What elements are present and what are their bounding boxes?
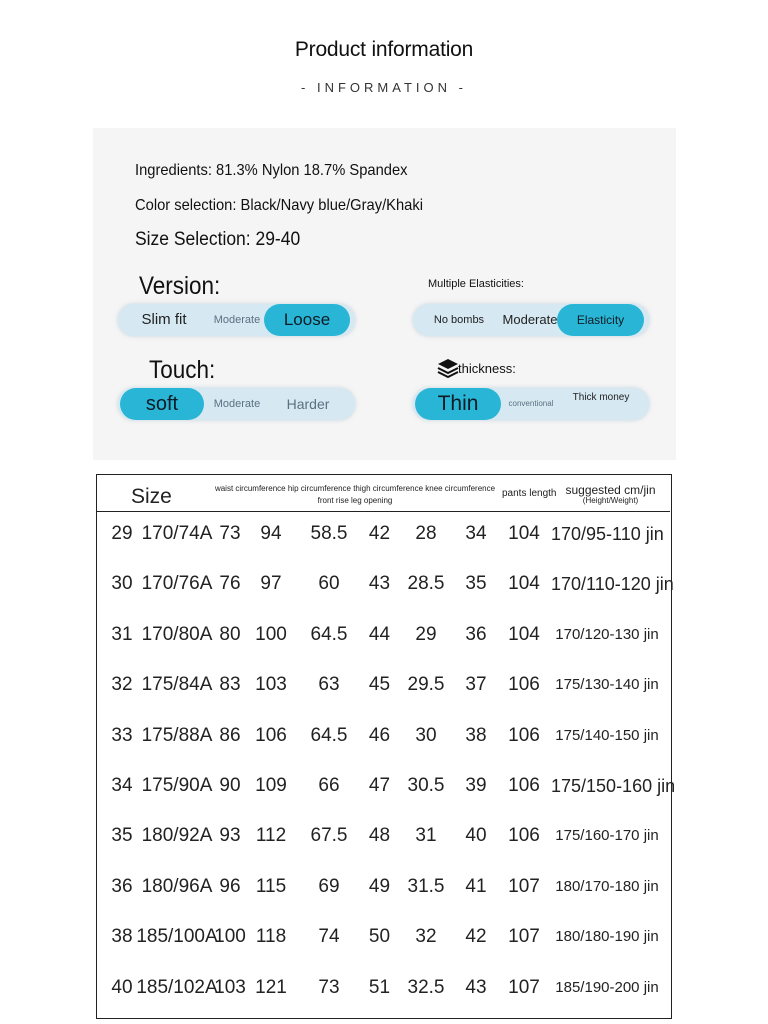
table-row	[97, 509, 670, 559]
cell-waist: 100	[214, 926, 246, 948]
cell-rise: 30.5	[407, 775, 445, 796]
cell-spec: 175/84A	[141, 674, 213, 696]
touch-label: Touch:	[149, 356, 216, 384]
cell-spec: 170/76A	[141, 573, 213, 595]
header-size: Size	[131, 485, 172, 508]
cell-length: 106	[508, 825, 540, 847]
thickness-option-thick-money[interactable]: Thick money	[572, 392, 630, 403]
size-selection-text: Size Selection: 29-40	[135, 229, 301, 250]
cell-rise: 29	[415, 623, 437, 645]
cell-hip: 103	[255, 674, 287, 696]
cell-knee: 49	[368, 875, 391, 897]
version-option-moderate[interactable]: Moderate	[213, 314, 261, 326]
cell-knee: 46	[368, 724, 391, 746]
cell-knee: 44	[368, 623, 391, 645]
thickness-option-conventional[interactable]: conventional	[508, 399, 554, 408]
cell-waist: 76	[219, 573, 241, 595]
layers-icon	[437, 358, 459, 378]
cell-spec: 185/102A	[136, 976, 218, 998]
page-subtitle: - INFORMATION -	[301, 80, 467, 95]
cell-waist: 93	[219, 825, 241, 847]
cell-knee: 50	[368, 926, 391, 948]
cell-spec: 180/92A	[141, 825, 213, 847]
cell-leg: 38	[465, 724, 487, 746]
size-table-header	[97, 475, 670, 512]
cell-knee: 42	[368, 523, 391, 544]
cell-hip: 112	[255, 825, 287, 847]
cell-hip: 118	[255, 926, 287, 948]
cell-thigh: 64.5	[310, 724, 348, 746]
cell-thigh: 60	[318, 573, 340, 595]
cell-suggested: 170/95-110 jin	[551, 524, 664, 544]
cell-hip: 121	[255, 976, 287, 998]
cell-thigh: 64.5	[310, 623, 348, 645]
header-suggested: suggested cm/jin	[565, 483, 656, 497]
cell-leg: 37	[465, 674, 487, 696]
cell-size: 40	[111, 976, 133, 998]
cell-waist: 103	[214, 976, 246, 998]
cell-hip: 109	[255, 775, 287, 796]
elasticity-option-no-bombs[interactable]: No bombs	[433, 314, 485, 326]
table-row	[97, 963, 670, 1013]
cell-knee: 47	[368, 775, 391, 796]
cell-suggested: 175/140-150 jin	[555, 726, 659, 744]
cell-spec: 170/80A	[141, 623, 213, 645]
table-row	[97, 711, 670, 761]
cell-leg: 40	[465, 825, 487, 847]
touch-option-soft[interactable]: soft	[120, 388, 204, 420]
cell-length: 107	[508, 976, 540, 998]
cell-rise: 30	[415, 724, 437, 746]
touch-option-moderate[interactable]: Moderate	[213, 398, 261, 410]
thickness-selector	[413, 388, 649, 420]
touch-selector	[118, 388, 355, 420]
cell-knee: 51	[368, 976, 391, 998]
cell-rise: 28	[415, 523, 437, 544]
page-title: Product information	[294, 38, 474, 61]
header-suggested-sub: (Height/Weight)	[582, 496, 639, 505]
cell-size: 34	[111, 775, 133, 796]
cell-suggested: 175/150-160 jin	[551, 776, 676, 796]
cell-thigh: 74	[318, 926, 340, 948]
cell-suggested: 180/170-180 jin	[555, 877, 659, 895]
table-row	[97, 862, 670, 912]
cell-suggested: 180/180-190 jin	[555, 928, 659, 946]
cell-waist: 80	[219, 623, 241, 645]
size-table	[96, 474, 676, 1019]
cell-leg: 39	[465, 775, 487, 796]
cell-hip: 97	[260, 573, 282, 595]
cell-length: 104	[508, 573, 540, 595]
cell-rise: 32.5	[407, 976, 445, 998]
cell-rise: 28.5	[407, 573, 445, 595]
cell-leg: 35	[465, 573, 487, 595]
cell-knee: 48	[368, 825, 391, 847]
cell-size: 31	[111, 623, 133, 645]
cell-thigh: 67.5	[310, 825, 348, 847]
cell-rise: 31.5	[407, 875, 445, 897]
cell-waist: 96	[219, 875, 241, 897]
elasticity-selector	[413, 304, 649, 336]
table-row	[97, 811, 670, 861]
cell-spec: 180/96A	[141, 875, 213, 897]
cell-length: 104	[508, 523, 540, 544]
cell-length: 106	[508, 674, 540, 696]
cell-spec: 175/88A	[141, 724, 213, 746]
elasticity-option-moderate[interactable]: Moderate	[502, 312, 558, 327]
cell-thigh: 66	[318, 775, 340, 796]
cell-thigh: 73	[318, 976, 340, 998]
cell-size: 36	[111, 875, 133, 897]
cell-leg: 34	[465, 523, 487, 544]
cell-knee: 45	[368, 674, 391, 696]
cell-thigh: 63	[318, 674, 340, 696]
thickness-option-thin[interactable]: Thin	[415, 388, 501, 420]
thickness-label: thickness:	[458, 361, 516, 376]
cell-size: 38	[111, 926, 133, 948]
version-label: Version:	[139, 272, 221, 300]
cell-leg: 42	[465, 926, 487, 948]
cell-length: 107	[508, 926, 540, 948]
cell-rise: 31	[415, 825, 437, 847]
elasticity-label: Multiple Elasticities:	[428, 278, 524, 290]
ingredients-text: Ingredients: 81.3% Nylon 18.7% Spandex	[135, 162, 408, 179]
cell-length: 104	[508, 623, 540, 645]
cell-suggested: 185/190-200 jin	[555, 978, 659, 996]
cell-hip: 94	[260, 523, 282, 544]
version-option-slim-fit[interactable]: Slim fit	[141, 311, 187, 328]
cell-hip: 115	[255, 875, 287, 897]
product-info-panel	[93, 128, 676, 460]
elasticity-option-elasticity[interactable]: Elasticity	[557, 304, 644, 336]
cell-spec: 170/74A	[141, 523, 213, 544]
cell-size: 32	[111, 674, 133, 696]
cell-rise: 32	[415, 926, 437, 948]
cell-suggested: 175/160-170 jin	[555, 827, 659, 845]
cell-rise: 29.5	[407, 674, 445, 696]
cell-suggested: 170/120-130 jin	[555, 625, 659, 643]
cell-knee: 43	[368, 573, 391, 595]
table-row	[97, 761, 676, 811]
cell-suggested: 170/110-120 jin	[551, 574, 674, 595]
cell-length: 106	[508, 775, 540, 796]
cell-waist: 73	[219, 523, 241, 544]
table-row	[97, 660, 670, 710]
cell-length: 106	[508, 724, 540, 746]
table-row	[97, 912, 670, 962]
table-row	[97, 559, 674, 609]
cell-size: 33	[111, 724, 133, 746]
touch-option-harder[interactable]: Harder	[286, 396, 330, 412]
cell-leg: 41	[465, 875, 487, 897]
header-measurements: waist circumference hip circumference thigh circumference knee circumference front rise leg opening	[214, 484, 496, 505]
color-selection-text: Color selection: Black/Navy blue/Gray/Khaki	[135, 197, 423, 214]
header-pants-length: pants length	[502, 488, 557, 499]
cell-length: 107	[508, 875, 540, 897]
cell-waist: 90	[219, 775, 241, 796]
cell-hip: 106	[255, 724, 287, 746]
cell-suggested: 175/130-140 jin	[555, 676, 659, 694]
cell-waist: 86	[219, 724, 241, 746]
cell-spec: 185/100A	[136, 926, 218, 948]
version-selector	[118, 304, 355, 336]
cell-thigh: 58.5	[310, 523, 348, 544]
version-option-loose[interactable]: Loose	[264, 304, 350, 336]
cell-size: 30	[111, 573, 133, 595]
cell-thigh: 69	[318, 875, 340, 897]
cell-size: 29	[111, 523, 133, 544]
cell-spec: 175/90A	[141, 775, 213, 796]
cell-leg: 43	[465, 976, 487, 998]
cell-size: 35	[111, 825, 133, 847]
cell-waist: 83	[219, 674, 241, 696]
cell-hip: 100	[255, 623, 287, 645]
table-row	[97, 610, 670, 660]
cell-leg: 36	[465, 623, 487, 645]
